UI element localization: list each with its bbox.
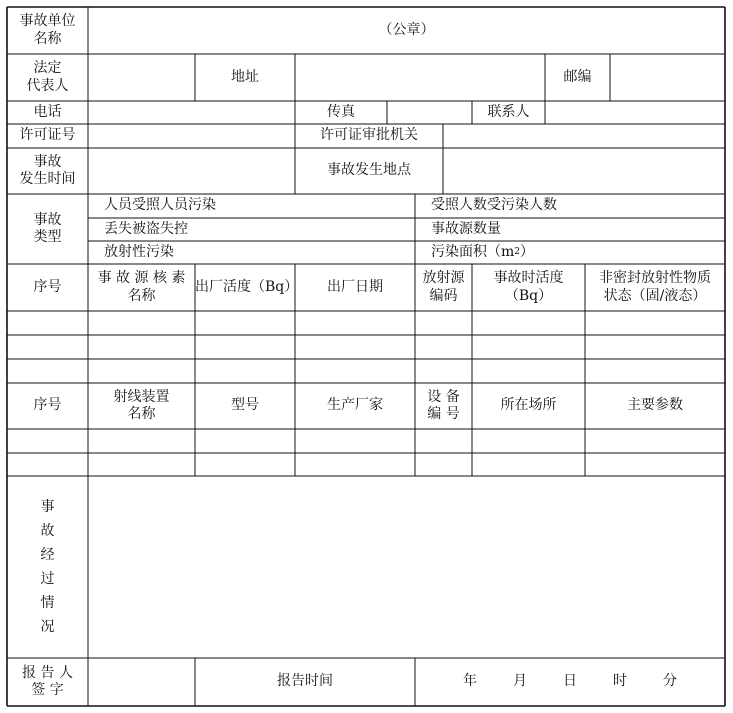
unit-name-label: 事故单位 名称	[19, 13, 76, 47]
option-radioactive-contamination[interactable]: 放射性污染	[104, 243, 174, 260]
accident-type-label: 事故 类型	[33, 211, 62, 245]
device-header-location: 所在场所	[500, 397, 557, 414]
fax-label: 传真	[327, 103, 355, 120]
license-authority-field[interactable]	[443, 124, 725, 148]
source-header-seq: 序号	[33, 278, 62, 295]
device-header-seq: 序号	[33, 397, 62, 414]
accident-place-label: 事故发生地点	[327, 162, 411, 179]
source-header-factory-date: 出厂日期	[327, 278, 383, 295]
legal-rep-label: 法定 代表人	[26, 60, 69, 94]
option-lost-stolen[interactable]: 丢失被盗失控	[104, 220, 188, 237]
contact-field[interactable]	[545, 101, 725, 124]
accident-place-field[interactable]	[443, 148, 725, 194]
source-header-code: 放射源 编码	[422, 270, 465, 304]
source-header-nuclide: 事 故 源 核 素 名称	[97, 270, 186, 304]
license-authority-label: 许可证审批机关	[320, 127, 418, 144]
report-time-field[interactable]	[415, 658, 725, 706]
license-no-field[interactable]	[88, 124, 295, 148]
unit-name-field[interactable]	[88, 7, 725, 54]
process-label: 事 故 经 过 情 况	[40, 499, 55, 635]
legal-rep-field[interactable]	[88, 54, 195, 101]
source-header-factory-activity: 出厂活度（Bq）	[195, 278, 299, 295]
month-unit: 月	[513, 673, 527, 690]
device-header-name: 射线装置 名称	[113, 388, 170, 422]
device-header-device-no: 设 备 编 号	[427, 388, 460, 422]
report-time-label: 报告时间	[277, 673, 333, 690]
device-header-manufacturer: 生产厂家	[327, 397, 383, 414]
source-header-unsealed-state: 非密封放射性物质 状态（固/液态）	[599, 270, 711, 304]
day-unit: 日	[563, 673, 577, 690]
phone-field[interactable]	[88, 101, 295, 124]
source-header-accident-activity: 事故时活度 （Bq）	[493, 270, 564, 304]
contact-label: 联系人	[487, 103, 530, 120]
postcode-label: 邮编	[563, 68, 592, 85]
exposed-count-label[interactable]: 受照人数受污染人数	[431, 197, 557, 214]
address-field[interactable]	[295, 54, 545, 101]
year-unit: 年	[463, 673, 477, 690]
reporter-signature-field[interactable]	[88, 658, 195, 706]
phone-label: 电话	[33, 103, 62, 120]
license-no-label: 许可证号	[19, 127, 76, 144]
accident-time-label: 事故 发生时间	[19, 153, 76, 187]
fax-field[interactable]	[387, 101, 472, 124]
seal-text: （公章）	[378, 21, 435, 38]
accident-time-field[interactable]	[88, 148, 295, 194]
option-exposure-contamination[interactable]: 人员受照人员污染	[104, 197, 216, 214]
source-count-label[interactable]: 事故源数量	[431, 220, 501, 237]
postcode-field[interactable]	[610, 54, 725, 101]
device-header-params: 主要参数	[627, 397, 683, 414]
hour-unit: 时	[613, 673, 627, 690]
contamination-area-label[interactable]: 污染面积（m 2 ）	[431, 243, 535, 260]
process-field[interactable]	[88, 476, 725, 658]
address-label: 地址	[231, 68, 259, 85]
minute-unit: 分	[663, 673, 677, 690]
reporter-label: 报 告 人 签 字	[22, 664, 73, 698]
device-header-model: 型号	[231, 397, 259, 414]
